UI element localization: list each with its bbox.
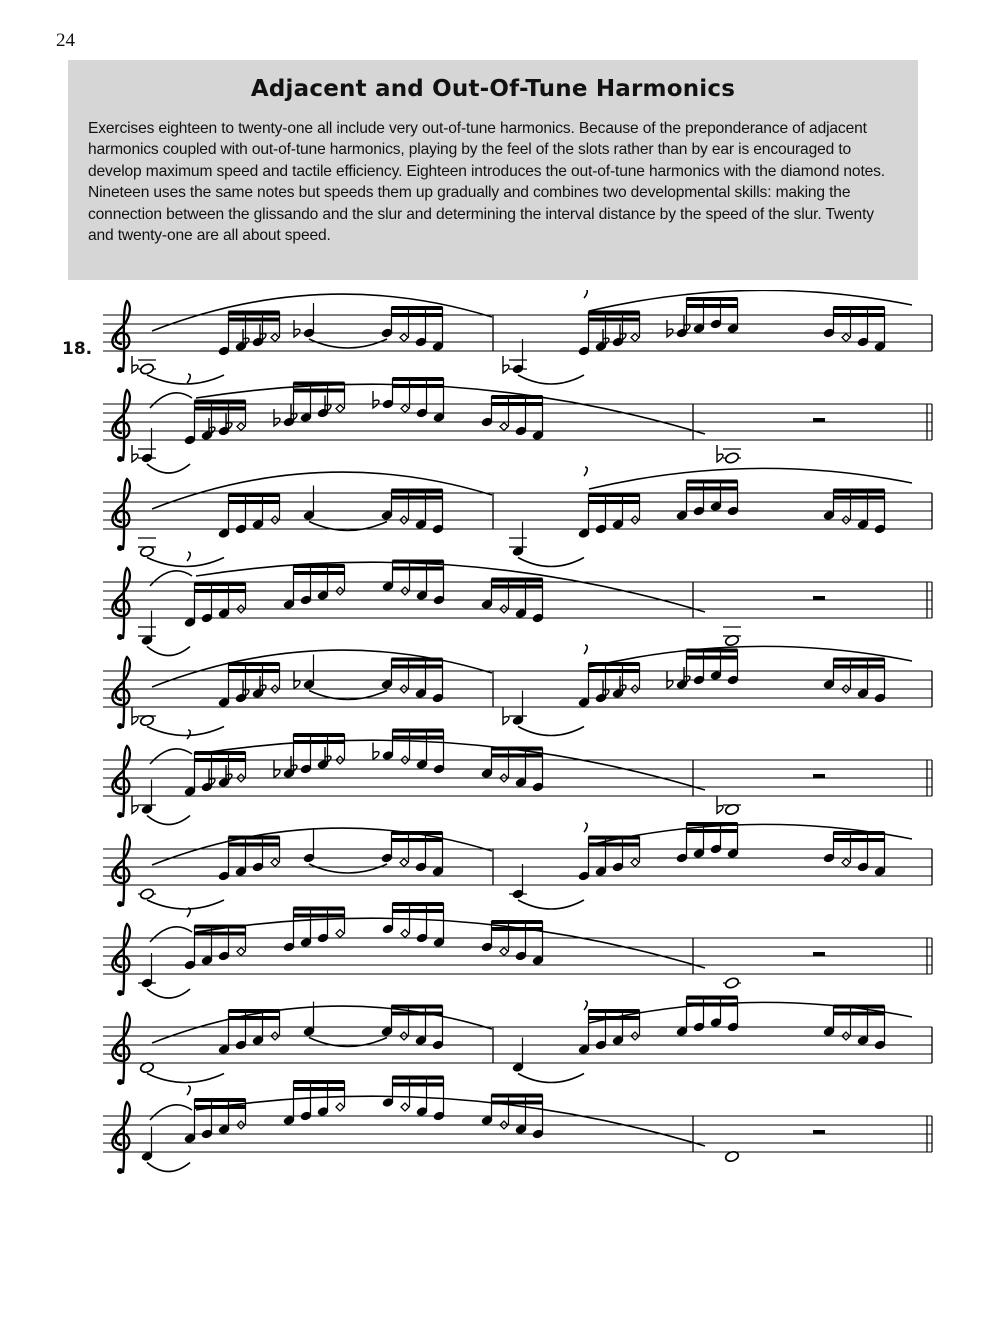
staff-system <box>103 290 932 384</box>
flat-sign <box>717 797 723 814</box>
flat-sign <box>503 708 509 725</box>
music-score <box>0 290 1000 1330</box>
tie <box>147 727 224 736</box>
beam <box>229 662 280 666</box>
beam <box>393 1083 444 1087</box>
phrase-slur <box>196 1096 705 1146</box>
beam <box>229 493 280 497</box>
treble-clef-icon <box>112 1013 129 1083</box>
phrase-slur <box>152 650 492 687</box>
diamond-note <box>842 334 850 342</box>
phrase-slur <box>150 927 192 942</box>
flat-sign <box>717 445 723 462</box>
intro-paragraph: Exercises eighteen to twenty-one all include very out-of-tune harmonics. Because of the preponderance of adjacent harmonics coupled with out-of-tune harmonics, playing by the feel of the slots rather than by ear is encouraged to develop maximum speed and tactile efficiency. Eighteen introduces the out-of-tune harmonics with the diamond notes. Nineteen uses the same notes but speeds them up gradually and combines two developmental skills: making the connection between the glissando and the slur and determining the interval distance by the speed of the slur. Twenty and twenty-one are all about speed. <box>88 120 885 245</box>
treble-clef-icon <box>112 479 129 549</box>
half-rest <box>813 774 825 778</box>
phrase-slur <box>150 1105 192 1120</box>
treble-clef-dot <box>117 1168 123 1174</box>
beam <box>393 902 444 906</box>
diamond-note <box>336 930 344 938</box>
staff-system <box>103 729 932 825</box>
breath-mark <box>584 1001 587 1010</box>
beam <box>229 669 280 673</box>
diamond-note <box>400 334 408 342</box>
beam <box>393 377 444 381</box>
tie <box>147 900 224 909</box>
beam <box>589 669 640 673</box>
flat-sign <box>274 409 280 426</box>
breath-mark <box>187 374 190 383</box>
half-note <box>139 363 154 376</box>
treble-clef-dot <box>117 723 123 729</box>
diamond-note <box>500 423 508 431</box>
phrase-slur <box>150 571 192 586</box>
beam <box>492 1094 543 1098</box>
beam <box>195 407 246 411</box>
treble-clef-dot <box>117 812 123 818</box>
staff-system <box>103 996 932 1086</box>
beam <box>687 656 738 660</box>
staff-system <box>103 467 932 567</box>
tie <box>309 864 387 873</box>
half-note <box>139 888 154 901</box>
treble-clef-dot <box>117 456 123 462</box>
intro-box <box>68 60 918 280</box>
beam <box>294 733 345 737</box>
beam <box>195 932 246 936</box>
beam <box>834 313 885 317</box>
beam <box>229 500 280 504</box>
treble-clef-icon <box>112 657 129 727</box>
half-rest <box>813 596 825 600</box>
beam <box>687 297 738 301</box>
flat-sign <box>132 797 138 814</box>
half-note <box>724 452 739 465</box>
beam <box>687 996 738 1000</box>
tie <box>518 1074 584 1083</box>
diamond-note <box>631 859 639 867</box>
intro-title: Adjacent and Out-Of-Tune Harmonics <box>250 76 736 102</box>
treble-clef-dot <box>117 901 123 907</box>
diamond-note <box>237 948 245 956</box>
beam <box>393 567 444 571</box>
beam <box>294 1080 345 1084</box>
beam <box>834 838 885 842</box>
tie <box>147 647 190 656</box>
phrase-slur <box>589 468 912 489</box>
diamond-note <box>842 859 850 867</box>
beam <box>492 920 543 924</box>
breath-mark <box>584 290 587 298</box>
beam <box>294 1087 345 1091</box>
treble-clef-icon <box>112 390 129 460</box>
beam <box>195 758 246 762</box>
tie <box>518 727 584 736</box>
beam <box>229 311 280 315</box>
beam <box>392 489 443 493</box>
tie <box>147 1163 190 1172</box>
beam <box>492 585 543 589</box>
beam <box>392 1005 443 1009</box>
diamond-note <box>336 1103 344 1111</box>
diamond-note <box>271 334 279 342</box>
breath-mark <box>584 467 587 476</box>
beam <box>834 1012 885 1016</box>
treble-clef-icon <box>112 924 129 994</box>
breath-mark <box>584 645 587 654</box>
treble-clef-icon <box>112 301 129 371</box>
tie <box>309 339 387 348</box>
diamond-note <box>237 423 245 431</box>
beam <box>393 729 444 733</box>
treble-clef-dot <box>117 367 123 373</box>
flat-sign <box>667 320 673 337</box>
beam <box>834 665 885 669</box>
beam <box>589 311 640 315</box>
diamond-note <box>401 1103 409 1111</box>
beam <box>492 754 543 758</box>
beam <box>294 571 345 575</box>
phrase-slur <box>150 393 192 408</box>
beam <box>834 658 885 662</box>
treble-clef-icon <box>112 1102 129 1172</box>
treble-clef-icon <box>112 835 129 905</box>
treble-clef-dot <box>117 545 123 551</box>
staff-system <box>103 552 932 656</box>
beam <box>392 306 443 310</box>
beam <box>393 1076 444 1080</box>
diamond-note <box>336 405 344 413</box>
beam <box>687 487 738 491</box>
staff-system <box>103 645 932 736</box>
beam <box>294 907 345 911</box>
phrase-slur <box>150 749 192 764</box>
half-rest <box>813 1130 825 1134</box>
phrase-slur <box>196 740 705 790</box>
beam <box>195 1098 246 1102</box>
beam <box>392 665 443 669</box>
half-rest <box>813 952 825 956</box>
beam <box>195 400 246 404</box>
staff-system <box>103 1076 932 1175</box>
tie <box>518 558 584 567</box>
phrase-slur <box>152 294 492 331</box>
half-note <box>724 977 739 990</box>
breath-mark <box>187 730 190 739</box>
beam <box>687 480 738 484</box>
flat-sign <box>373 743 379 760</box>
diamond-note <box>500 948 508 956</box>
diamond-note <box>631 334 639 342</box>
tie <box>147 375 224 384</box>
beam <box>294 389 345 393</box>
tie <box>147 464 190 473</box>
beam <box>195 589 246 593</box>
flat-sign <box>294 320 300 337</box>
beam <box>589 493 640 497</box>
beam <box>492 402 543 406</box>
diamond-note <box>401 405 409 413</box>
beam <box>229 843 280 847</box>
beam <box>589 500 640 504</box>
beam <box>393 736 444 740</box>
tie <box>147 558 224 567</box>
beam <box>294 914 345 918</box>
treble-clef-icon <box>112 746 129 816</box>
tie <box>147 816 190 825</box>
breath-mark <box>584 823 587 832</box>
flat-sign <box>373 391 379 408</box>
diamond-note <box>401 930 409 938</box>
beam <box>392 313 443 317</box>
tie <box>147 1074 224 1083</box>
beam <box>834 489 885 493</box>
phrase-slur <box>196 918 705 968</box>
beam <box>393 909 444 913</box>
staff-system <box>103 374 932 473</box>
phrase-slur <box>196 384 705 434</box>
diamond-note <box>271 859 279 867</box>
beam <box>687 304 738 308</box>
staff-system <box>103 902 932 998</box>
tie <box>147 989 190 998</box>
beam <box>392 838 443 842</box>
page-number: 24 <box>56 30 75 51</box>
treble-clef-dot <box>117 1079 123 1085</box>
beam <box>589 318 640 322</box>
diamond-note <box>400 859 408 867</box>
breath-mark <box>187 1086 190 1095</box>
flat-sign <box>503 356 509 373</box>
half-rest <box>813 418 825 422</box>
staff-system <box>103 822 932 909</box>
beam <box>392 496 443 500</box>
beam <box>589 1009 640 1013</box>
beam <box>687 829 738 833</box>
flat-sign <box>132 708 138 725</box>
beam <box>229 318 280 322</box>
tie <box>518 375 584 384</box>
phrase-slur <box>196 562 705 612</box>
beam <box>834 306 885 310</box>
beam <box>492 578 543 582</box>
treble-clef-icon <box>112 568 129 638</box>
exercise-number: 18. <box>62 339 93 359</box>
flat-sign <box>132 356 138 373</box>
treble-clef-dot <box>117 634 123 640</box>
beam <box>834 496 885 500</box>
flat-sign <box>132 445 138 462</box>
tie <box>518 900 584 909</box>
treble-clef-dot <box>117 990 123 996</box>
beam <box>195 582 246 586</box>
breath-mark <box>187 552 190 561</box>
